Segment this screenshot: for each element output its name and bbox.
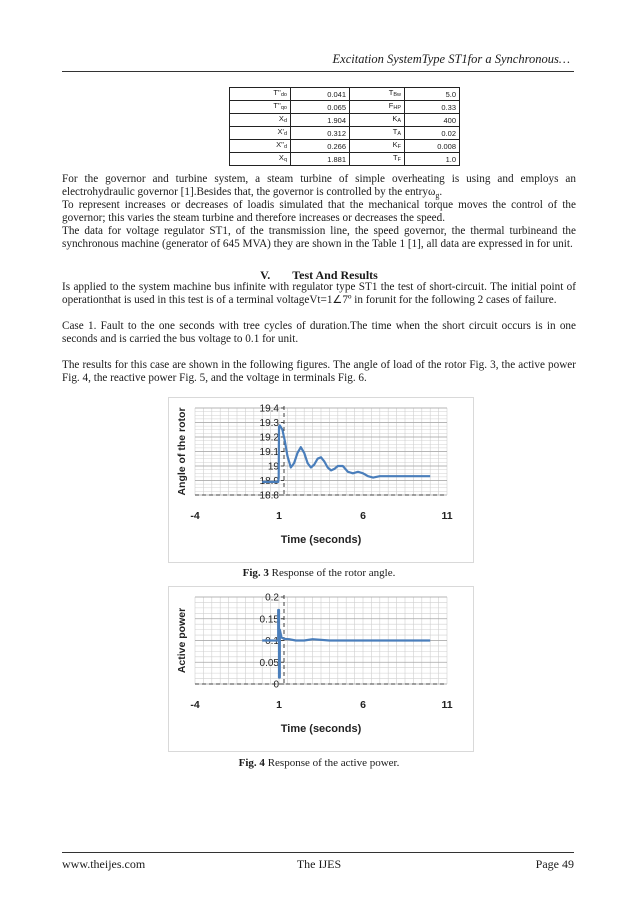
paragraph-test: Is applied to the system machine bus infinite with regulator type ST1 the test of short-circuit. The initial point of operationthat is used in this test is of a terminal voltageVt=1∠7º in forunit for the following 2 cases of failure.: [62, 281, 576, 306]
y-tick-label: 19.3: [259, 418, 279, 429]
y-tick-label: 19: [267, 461, 279, 473]
param-subscript: F: [397, 144, 401, 150]
param-subscript: qo: [280, 105, 287, 111]
param-symbol-text: T: [392, 127, 398, 136]
x-tick-label: -4: [190, 699, 200, 711]
param-subscript: q: [283, 157, 287, 163]
param-subscript: d: [283, 131, 287, 137]
param-symbol: [350, 140, 405, 153]
figure-4-label: Fig. 4: [238, 757, 265, 769]
param-symbol-text: X': [277, 127, 284, 136]
param-symbol: [230, 127, 291, 140]
param-value: [405, 140, 460, 153]
param-value: [405, 153, 460, 166]
param-value-text: 1.881: [327, 154, 346, 164]
param-value-text: 0.065: [327, 102, 346, 112]
table-row: [230, 88, 460, 101]
y-tick-label: 19.4: [259, 403, 279, 415]
param-value-text: 1.904: [327, 115, 346, 125]
y-tick-label: 0.1: [265, 636, 279, 647]
param-value-text: 5.0: [445, 89, 456, 99]
rotor-angle-chart: [169, 398, 473, 562]
param-value-text: 400: [443, 115, 456, 125]
param-symbol: [350, 153, 405, 166]
param-subscript: F: [397, 157, 401, 163]
param-value-text: 0.33: [441, 102, 456, 112]
figure-4-caption: [0, 757, 638, 769]
param-subscript: d: [283, 118, 287, 124]
section-number: V.: [260, 268, 271, 282]
param-symbol-text: X: [278, 153, 284, 162]
param-value: [291, 114, 350, 127]
omega-subscript: g: [435, 191, 440, 201]
param-symbol-text: K: [392, 114, 398, 123]
param-value-text: 1.0: [445, 154, 456, 164]
param-value: [291, 101, 350, 114]
paragraph-governor-end: .: [439, 186, 443, 198]
active-power-chart: [169, 587, 473, 751]
figure-3-caption: [0, 567, 638, 579]
x-tick-label: 11: [441, 699, 453, 711]
param-value-text: 0.312: [327, 128, 346, 138]
param-symbol-text: T: [388, 88, 394, 97]
paragraph-governor-text: For the governor and turbine system, a steam turbine of simple overheating is using and employs an electrohydraulic governor [1].Besides that, the governor is controlled by the entryω: [62, 173, 576, 198]
param-value-text: 0.266: [327, 141, 346, 151]
y-tick-label: 18.9: [259, 476, 279, 487]
x-tick-label: 6: [360, 510, 366, 522]
table-row: [230, 114, 460, 127]
param-symbol: [230, 101, 291, 114]
param-subscript: A: [397, 118, 401, 124]
figure-4-chart: [168, 586, 474, 752]
paragraph-data: The data for voltage regulator ST1, of the transmission line, the speed governor, the thermal turbineand the synchronous machine (generator of 645 MVA) they are shown in the Table 1 [1], all data are expressed in for unit.: [62, 225, 576, 250]
param-symbol: [230, 88, 291, 101]
figure-4-caption-text: Response of the active power.: [264, 757, 400, 769]
param-symbol-text: X'': [276, 140, 284, 149]
x-axis-label: Time (seconds): [280, 723, 362, 735]
param-value: [291, 88, 350, 101]
param-symbol-text: T'': [273, 88, 281, 97]
param-symbol-text: T'': [273, 101, 281, 110]
footer-rule: [62, 852, 574, 853]
header-rule: [62, 71, 574, 72]
param-symbol: [350, 127, 405, 140]
y-tick-label: 0.2: [265, 592, 279, 604]
param-subscript: A: [397, 131, 401, 137]
param-symbol-text: T: [393, 153, 398, 162]
param-symbol-text: K: [392, 140, 398, 149]
x-axis-label: Time (seconds): [280, 534, 362, 546]
x-tick-label: 6: [360, 699, 366, 711]
y-tick-label: 18.8: [259, 490, 279, 502]
x-tick-label: 11: [441, 510, 453, 522]
param-symbol: [350, 101, 405, 114]
y-tick-label: 19.1: [259, 447, 279, 458]
param-value: [405, 114, 460, 127]
figure-3-caption-text: Response of the rotor angle.: [268, 567, 396, 579]
param-value: [291, 127, 350, 140]
param-subscript: d: [283, 144, 287, 150]
footer-journal: The IJES: [296, 857, 342, 871]
param-value: [405, 127, 460, 140]
parameter-table: [229, 87, 460, 166]
y-tick-label: 0.05: [259, 657, 279, 669]
param-value-text: 0.008: [437, 141, 456, 151]
param-value: [405, 88, 460, 101]
table-row: [230, 127, 460, 140]
paragraph-case1: Case 1. Fault to the one seconds with tree cycles of duration.The time when the short circuit occurs is in one seconds and is carried the bus voltage to 0.1 for unit.: [62, 320, 576, 345]
x-tick-label: 1: [276, 699, 282, 711]
running-header: Excitation SystemType ST1for a Synchronous…: [332, 52, 570, 66]
figure-3-chart: [168, 397, 474, 563]
paragraph-load: To represent increases or decreases of loadis simulated that the mechanical torque moves the control of the governor; this varies the steam turbine and therefore increases or decreases the speed.: [62, 199, 576, 224]
x-tick-label: 1: [276, 510, 282, 522]
param-subscript: do: [280, 92, 287, 98]
param-symbol: [350, 88, 405, 101]
section-title: Test And Results: [292, 268, 378, 282]
param-symbol: [230, 153, 291, 166]
param-symbol: [350, 114, 405, 127]
table-row: [230, 140, 460, 153]
table-row: [230, 153, 460, 166]
param-subscript: HP: [393, 105, 401, 111]
param-symbol-text: F: [388, 101, 394, 110]
paragraph-governor: [62, 173, 576, 202]
y-tick-label: 0.15: [259, 614, 279, 626]
x-tick-label: -4: [190, 510, 200, 522]
table-row: [230, 101, 460, 114]
footer-website: www.theijes.com: [62, 857, 146, 871]
param-symbol: [230, 114, 291, 127]
paragraph-results: The results for this case are shown in the following figures. The angle of load of the rotor Fig. 3, the active power Fig. 4, the reactive power Fig. 5, and the voltage in terminals Fig. 6.: [62, 359, 576, 384]
y-tick-label: 19.2: [259, 432, 279, 444]
y-tick-label: 0: [273, 679, 279, 691]
y-axis-label: Angle of the rotor: [176, 407, 188, 496]
param-symbol-text: X: [278, 114, 284, 123]
y-axis-label: Active power: [176, 607, 188, 674]
param-subscript: Bw: [393, 92, 401, 98]
param-value: [291, 153, 350, 166]
param-value: [405, 101, 460, 114]
param-value: [291, 140, 350, 153]
figure-3-label: Fig. 3: [242, 567, 269, 579]
param-value-text: 0.041: [327, 89, 346, 99]
param-symbol: [230, 140, 291, 153]
footer-page-number: Page 49: [535, 857, 574, 871]
param-value-text: 0.02: [441, 128, 456, 138]
